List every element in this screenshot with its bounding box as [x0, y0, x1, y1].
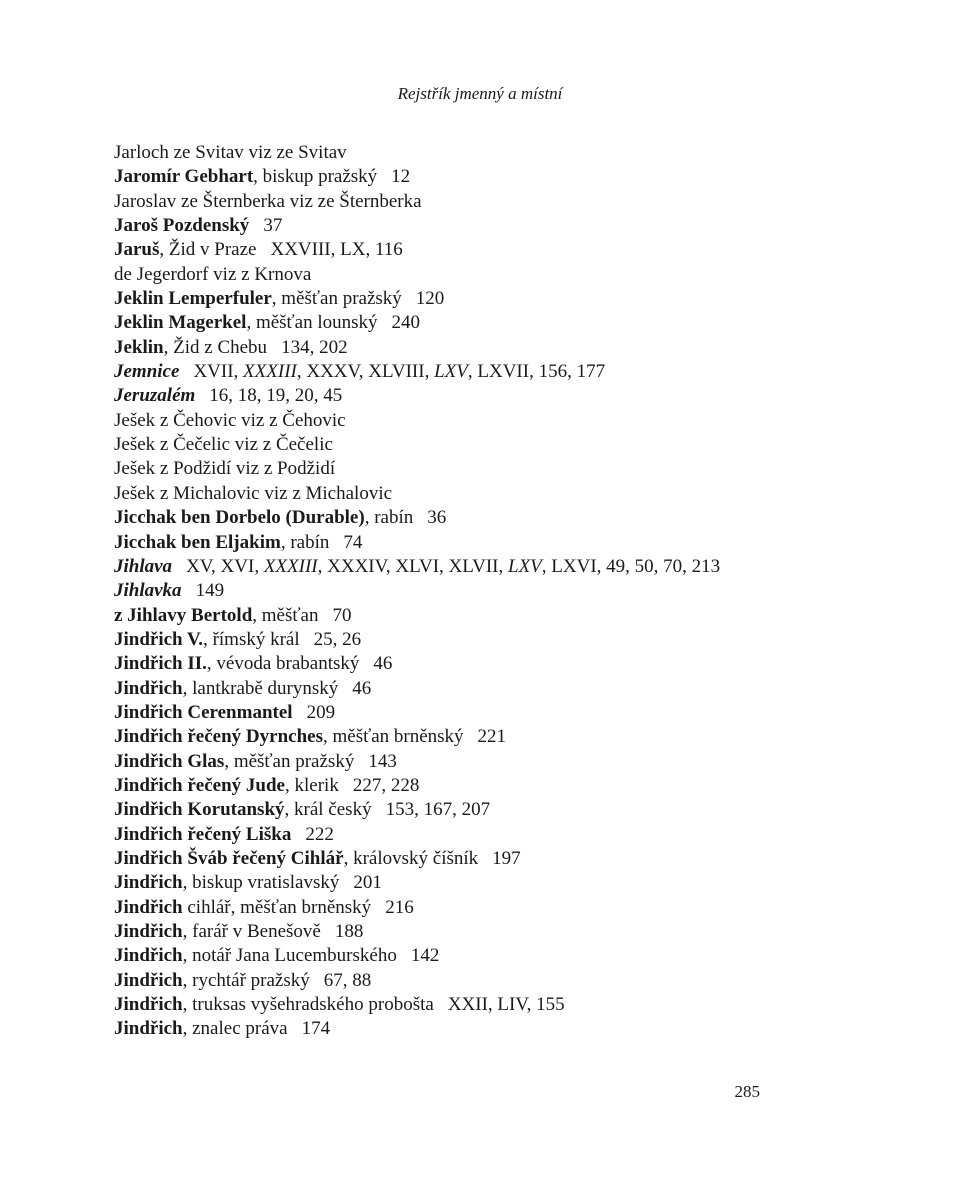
entry-page-refs: 46: [352, 677, 372, 699]
entry-page-refs: 70: [332, 604, 352, 626]
entry-name: Jicchak ben Eljakim: [114, 531, 281, 553]
entry-text: , rabín: [364, 507, 414, 529]
entry-name: Jindřich řečený Jude: [114, 774, 285, 796]
entry-name: Jicchak ben Dorbelo (Durable): [114, 507, 365, 529]
entry-text: Jaroslav ze Šternberka viz ze Šternberka: [114, 190, 422, 212]
entry-page-refs: 74: [343, 531, 363, 553]
entry-text: Ješek z Podžidí viz z Podžidí: [114, 458, 336, 480]
index-entry: [114, 652, 854, 676]
entry-place-name: Jeruzalém: [114, 385, 196, 407]
entry-text: de Jegerdorf viz z Krnova: [114, 263, 312, 285]
entry-text: , LXVII, 156, 177: [467, 361, 606, 383]
index-entry: [114, 1017, 854, 1041]
entry-text: , notář Jana Lucemburského: [182, 945, 397, 967]
running-head: Rejstřík jmenný a místní: [397, 84, 563, 103]
entry-name: Jindřich: [114, 945, 183, 967]
index-entry: [114, 165, 854, 189]
index-entry: [114, 798, 854, 822]
index-entry: [114, 263, 854, 287]
entry-page-refs: 36: [427, 507, 447, 529]
entry-text: , klerik: [285, 774, 339, 796]
entry-name: z Jihlavy Bertold: [114, 604, 253, 626]
index-entry: [114, 384, 854, 408]
entry-name: Jindřich řečený Dyrnches: [114, 726, 323, 748]
entry-page-refs: 142: [410, 945, 440, 967]
index-entry: [114, 433, 854, 457]
entry-page-refs: 216: [385, 896, 414, 918]
entry-name: Jindřich: [114, 921, 183, 942]
entry-page-refs: 201: [353, 872, 382, 894]
entry-name: Jindřich: [114, 872, 183, 894]
index-entry: [114, 871, 854, 895]
index-entry: [114, 482, 854, 506]
entry-text: , rabín: [280, 531, 330, 553]
entry-page-refs: 12: [391, 166, 411, 188]
entry-name: Jindřich: [114, 677, 183, 699]
entry-text: , Žid v Praze: [159, 239, 257, 261]
entry-name: Jindřich: [114, 969, 183, 991]
entry-text: , měšťan brněnský: [322, 726, 464, 748]
entry-italic-ref: XXXIII: [263, 555, 318, 577]
entry-name: Jindřich: [114, 1018, 183, 1040]
entry-page-refs: 46: [373, 653, 393, 675]
entry-italic-ref: LXV: [434, 361, 468, 383]
entry-name: Jindřich: [114, 994, 183, 1016]
entry-text: , XXXV, XLVIII,: [296, 361, 435, 383]
index-entry: [114, 920, 854, 944]
index-entry: [114, 457, 854, 481]
entry-text: , měšťan pražský: [224, 750, 355, 772]
entry-text: , XXXIV, XLVI, XLVII,: [317, 555, 508, 577]
entry-italic-ref: XXXIII: [243, 361, 297, 383]
index-entry: [114, 969, 854, 993]
entry-text: Ješek z Michalovic viz z Michalovic: [114, 482, 393, 504]
entry-name: Jeklin Lemperfuler: [114, 288, 272, 310]
entry-text: , znalec práva: [182, 1018, 288, 1040]
entry-page-refs: XVII,: [193, 361, 244, 383]
index-entry: [114, 896, 854, 920]
entry-text: , měšťan pražský: [271, 288, 402, 310]
index-entry: [114, 238, 854, 262]
entry-page-refs: 37: [263, 215, 283, 237]
index-entry: [114, 287, 854, 311]
index-entry: [114, 336, 854, 360]
entry-page-refs: 149: [195, 580, 225, 602]
entry-page-refs: 221: [477, 726, 507, 748]
index-entry: [114, 677, 854, 701]
entry-name: Jindřich Šváb řečený Cihlář: [114, 847, 344, 869]
index-entry: [114, 190, 854, 214]
entry-text: , farář v Benešově: [182, 921, 321, 942]
index-entry: [114, 774, 854, 798]
entry-page-refs: 197: [492, 847, 521, 869]
entry-name: Jaruš: [114, 239, 160, 261]
entry-page-refs: 143: [368, 750, 397, 772]
index-entry: [114, 555, 854, 579]
entry-page-refs: 25, 26: [313, 628, 362, 650]
entry-page-refs: 120: [415, 288, 445, 310]
entry-text: , měšťan: [252, 604, 319, 626]
entry-text: , královský číšník: [343, 847, 479, 869]
page-number: 285: [734, 1082, 760, 1101]
entry-page-refs: 67, 88: [323, 969, 372, 991]
entry-text: , lantkrabě durynský: [182, 677, 339, 699]
entry-page-refs: 227, 228: [352, 774, 420, 796]
entry-page-refs: XV, XVI,: [186, 555, 264, 577]
entry-text: , král český: [284, 799, 372, 821]
index-entry: [114, 214, 854, 238]
entry-text: , biskup vratislavský: [182, 872, 340, 894]
entry-text: , rychtář pražský: [182, 969, 310, 991]
index-entry: [114, 506, 854, 530]
entry-name: Jaromír Gebhart: [114, 166, 254, 188]
index-entry: [114, 628, 854, 652]
entry-italic-ref: LXV: [508, 555, 542, 577]
entry-name: Jindřich: [114, 896, 183, 918]
entry-place-name: Jihlava: [114, 555, 173, 577]
entry-place-name: Jemnice: [114, 361, 180, 383]
entry-name: Jeklin: [114, 336, 164, 358]
index-entry: [114, 750, 854, 774]
entry-page-refs: XXII, LIV, 155: [447, 994, 565, 1016]
entry-text: Jarloch ze Svitav viz ze Svitav: [114, 142, 347, 163]
entry-name: Jindřich řečený Liška: [114, 823, 292, 845]
index-entry: [114, 993, 854, 1017]
entry-page-refs: 174: [301, 1018, 331, 1040]
entry-text: Ješek z Čehovic viz z Čehovic: [114, 409, 346, 431]
index-entry: [114, 701, 854, 725]
entry-place-name: Jihlavka: [114, 580, 182, 602]
entry-name: Jindřich Glas: [114, 750, 225, 772]
entry-page-refs: 153, 167, 207: [385, 799, 491, 821]
entry-text: Ješek z Čečelic viz z Čečelic: [114, 434, 333, 456]
entry-page-refs: 188: [334, 921, 364, 942]
entry-name: Jaroš Pozdenský: [114, 215, 250, 237]
index-entry: [114, 725, 854, 749]
entry-page-refs: 134, 202: [281, 336, 348, 358]
entry-page-refs: 209: [306, 701, 336, 723]
entry-text: , Žid z Chebu: [163, 336, 268, 358]
entry-text: , LXVI, 49, 50, 70, 213: [541, 555, 721, 577]
entry-page-refs: XXVIII, LX, 116: [270, 239, 403, 261]
index-entry: [114, 944, 854, 968]
entry-name: Jindřich V.: [114, 628, 204, 650]
entry-text: , římský král: [203, 628, 300, 650]
entry-text: , měšťan lounský: [246, 312, 378, 334]
index-entry: [114, 141, 854, 165]
entry-text: , vévoda brabantský: [206, 653, 360, 675]
index-entry: [114, 409, 854, 433]
entry-name: Jeklin Magerkel: [114, 312, 247, 334]
index-entry: [114, 604, 854, 628]
index-entries: [114, 141, 854, 1042]
index-entry: [114, 847, 854, 871]
index-entry: [114, 579, 854, 603]
entry-name: Jindřich Cerenmantel: [114, 701, 293, 723]
entry-page-refs: 240: [391, 312, 421, 334]
entry-name: Jindřich II.: [114, 653, 207, 675]
entry-page-refs: 222: [305, 823, 334, 845]
entry-text: cihlář, měšťan brněnský: [182, 896, 372, 918]
index-entry: [114, 311, 854, 335]
entry-page-refs: 16, 18, 19, 20, 45: [209, 385, 343, 407]
entry-name: Jindřich Korutanský: [114, 799, 285, 821]
index-entry: [114, 531, 854, 555]
index-entry: [114, 823, 854, 847]
index-entry: [114, 360, 854, 384]
entry-text: , biskup pražský: [253, 166, 378, 188]
entry-text: , truksas vyšehradského probošta: [182, 994, 434, 1016]
